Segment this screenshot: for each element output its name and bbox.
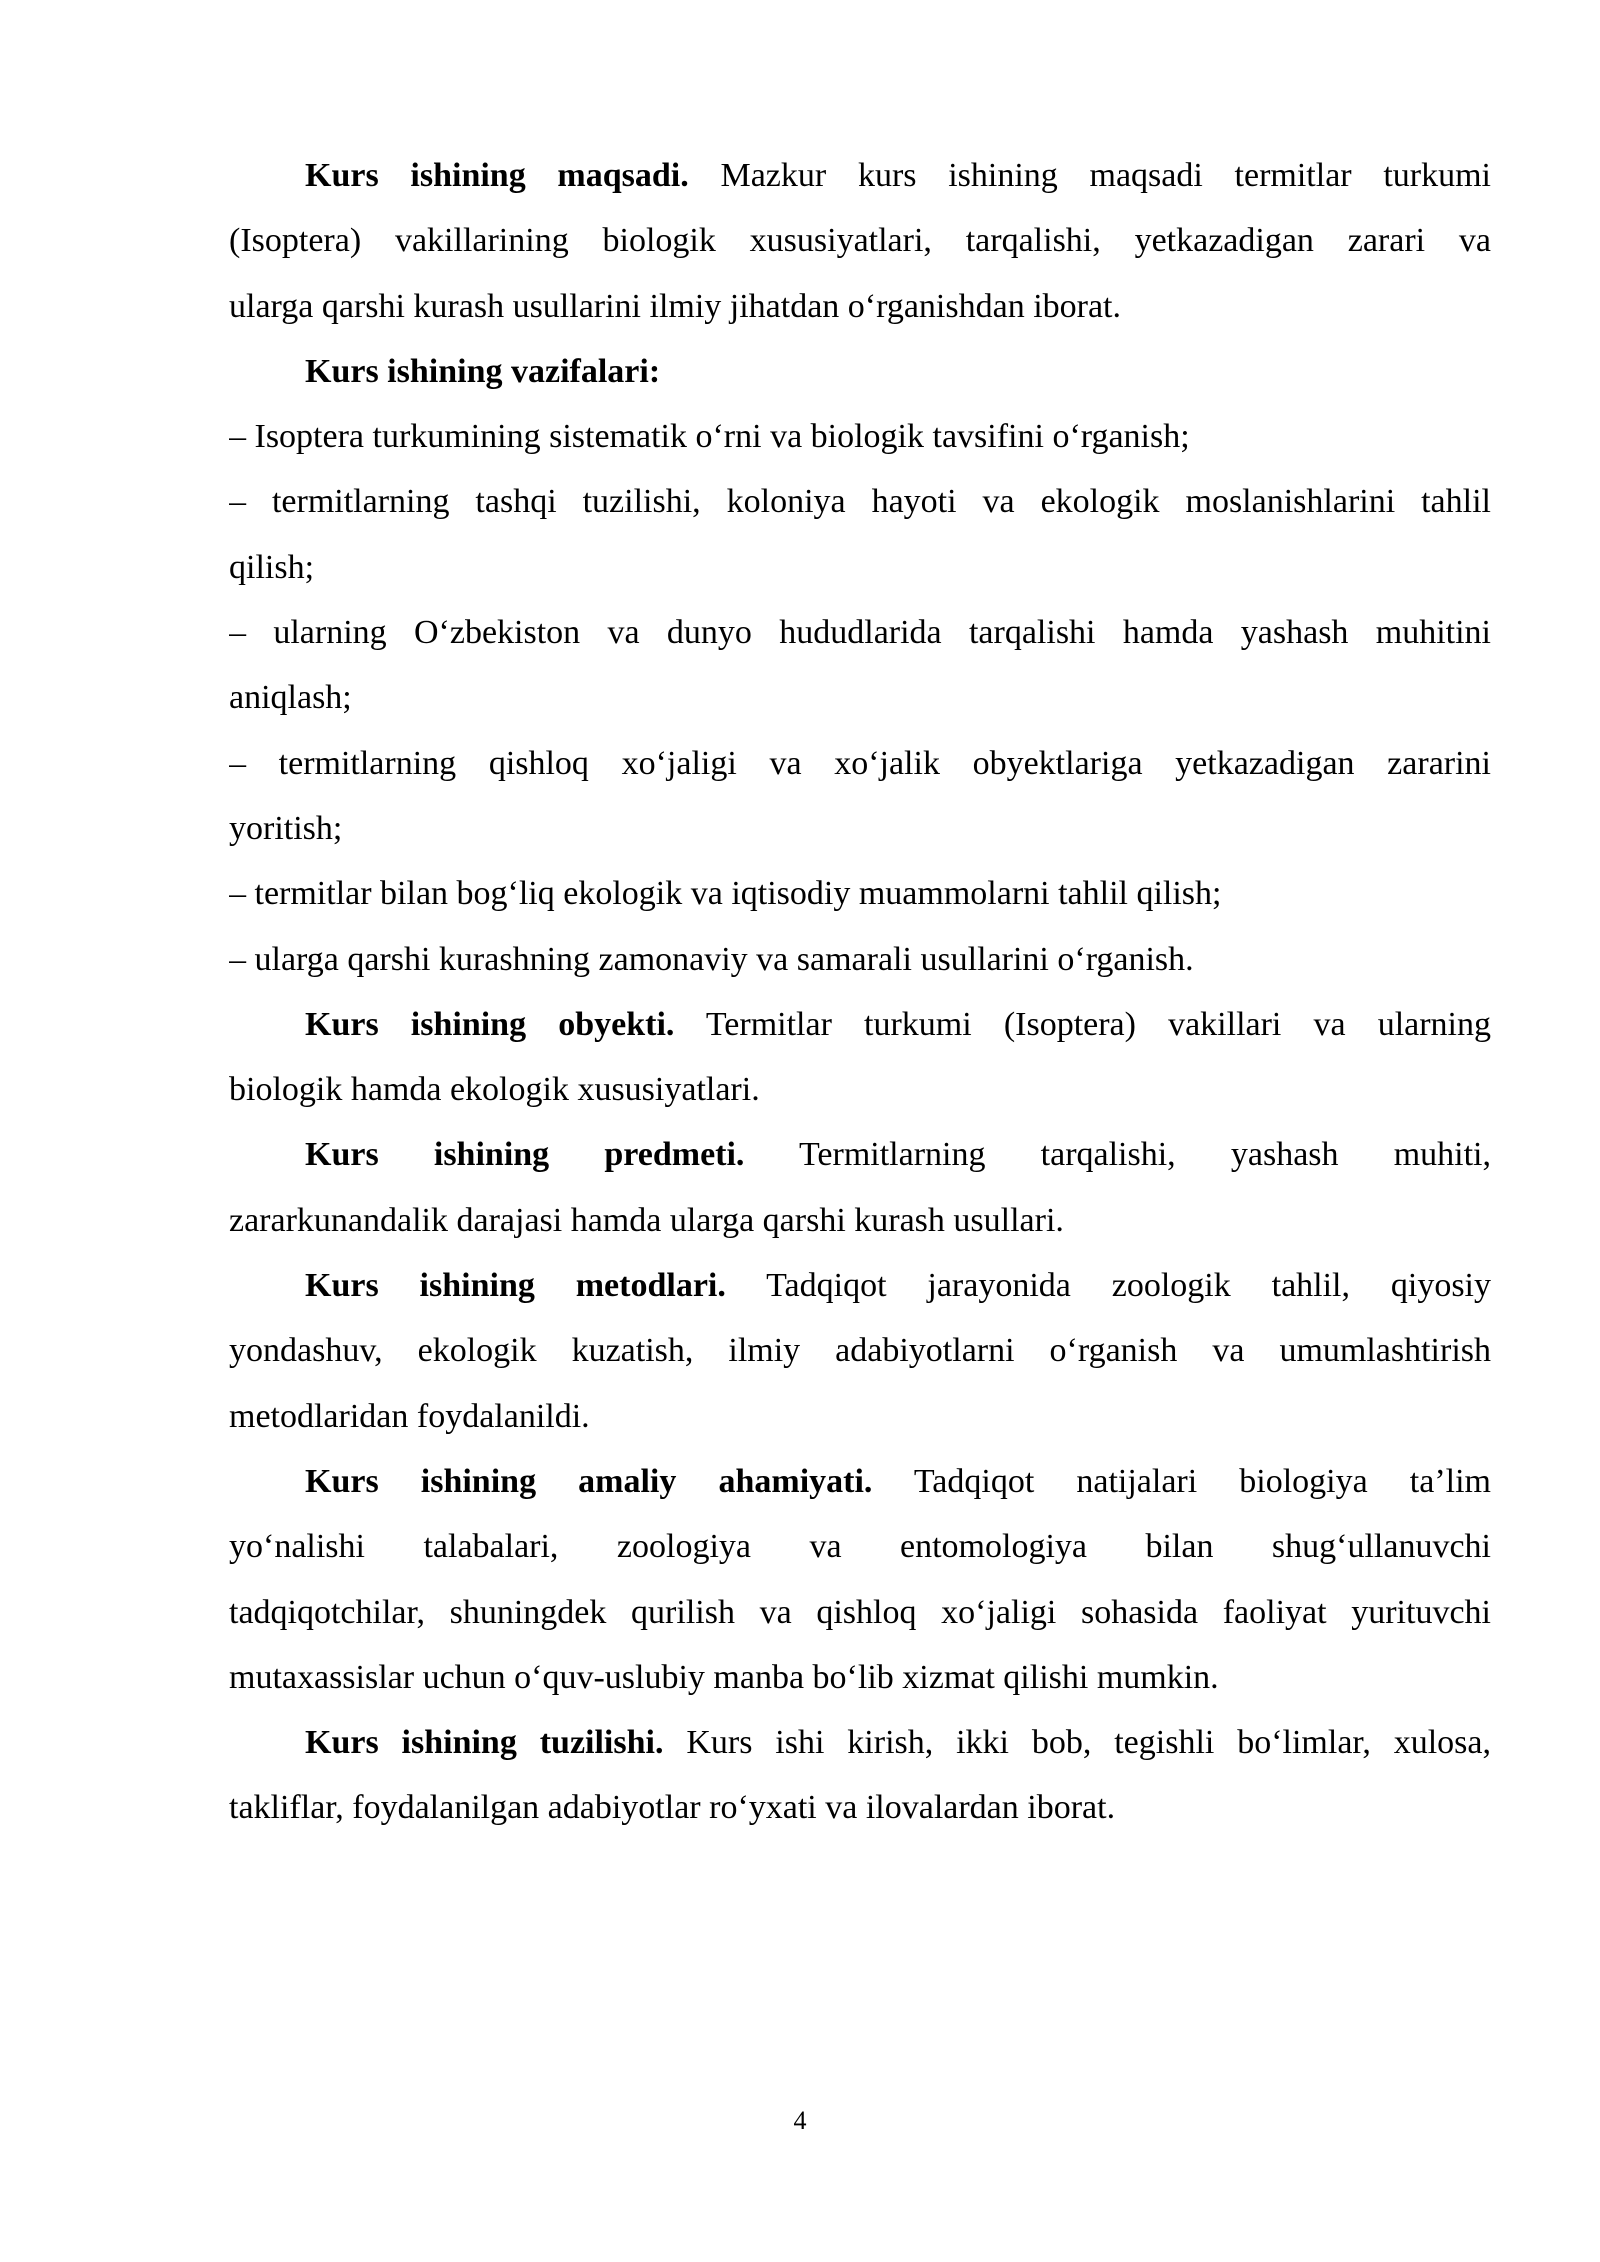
list-item-task (229, 927, 1491, 992)
line-text: – termitlar bilan bog‘liq ekologik va iqtisodiy muammolarni tahlil qilish; (229, 875, 1222, 913)
heading-object: Kurs ishining obyekti. (305, 1005, 675, 1043)
line-text: – termitlarning tashqi tuzilishi, koloniya hayoti va ekologik moslanishlarini tahlil (229, 483, 1491, 521)
text-line (229, 1057, 1491, 1122)
heading-methods: Kurs ishining metodlari. (305, 1267, 726, 1305)
text-line (229, 1122, 1491, 1187)
text-line (229, 600, 1491, 665)
line-text: yoritish; (229, 809, 343, 847)
line-text: aniqlash; (229, 679, 352, 717)
paragraph-subject (229, 1122, 1491, 1253)
text-line (229, 469, 1491, 534)
text-line (229, 1710, 1491, 1775)
paragraph-structure (229, 1710, 1491, 1841)
heading-structure: Kurs ishining tuzilishi. (305, 1724, 664, 1762)
text-line (229, 1775, 1491, 1840)
text-line (229, 796, 1491, 861)
paragraph-tasks-heading (229, 339, 1491, 404)
line-text: – Isoptera turkumining sistematik o‘rni va biologik tavsifini o‘rganish; (229, 418, 1190, 456)
line-text: mutaxassislar uchun o‘quv-uslubiy manba bo‘lib xizmat qilishi mumkin. (229, 1658, 1219, 1696)
text-line (229, 1253, 1491, 1318)
line-text: qilish; (229, 548, 315, 586)
line-text: biologik hamda ekologik xususiyatlari. (229, 1071, 760, 1109)
text-line (229, 339, 1491, 404)
heading-practical-significance: Kurs ishining amaliy ahamiyati. (305, 1462, 873, 1500)
line-text: Kurs ishi kirish, ikki bob, tegishli bo‘limlar, xulosa, (663, 1724, 1491, 1762)
list-item-task (229, 600, 1491, 731)
line-text: – termitlarning qishloq xo‘jaligi va xo‘jalik obyektlariga yetkazadigan zararini (229, 744, 1491, 782)
line-text: zararkunandalik darajasi hamda ularga qarshi kurash usullari. (229, 1201, 1064, 1239)
text-line (229, 274, 1491, 339)
text-line (229, 1514, 1491, 1579)
list-item-task (229, 731, 1491, 862)
text-line (229, 1318, 1491, 1383)
line-text: metodlaridan foydalanildi. (229, 1397, 590, 1435)
line-text: yo‘nalishi talabalari, zoologiya va entomologiya bilan shug‘ullanuvchi (229, 1528, 1491, 1566)
text-line (229, 861, 1491, 926)
text-line (229, 665, 1491, 730)
text-line (229, 1580, 1491, 1645)
text-line (229, 1645, 1491, 1710)
list-item-task (229, 861, 1491, 926)
heading-tasks: Kurs ishining vazifalari: (305, 352, 661, 390)
line-text: Tadqiqot jarayonida zoologik tahlil, qiyosiy (725, 1267, 1491, 1305)
text-line (229, 404, 1491, 469)
text-line (229, 992, 1491, 1057)
text-line (229, 927, 1491, 992)
heading-goal: Kurs ishining maqsadi. (305, 157, 689, 194)
text-line (229, 1384, 1491, 1449)
line-text: Termitlar turkumi (Isoptera) vakillari va ularning (674, 1005, 1491, 1043)
page-number: 4 (793, 2106, 807, 2135)
line-text: yondashuv, ekologik kuzatish, ilmiy adabiyotlarni o‘rganish va umumlashtirish (229, 1332, 1491, 1370)
document-page (229, 143, 1491, 1841)
line-text: takliflar, foydalanilgan adabiyotlar ro‘yxati va ilovalardan iborat. (229, 1789, 1116, 1827)
line-text: – ularga qarshi kurashning zamonaviy va samarali usullarini o‘rganish. (229, 940, 1194, 978)
line-text: Tadqiqot natijalari biologiya ta’lim (872, 1462, 1491, 1500)
text-line (229, 535, 1491, 600)
text-line (229, 143, 1491, 208)
line-text: tadqiqotchilar, shuningdek qurilish va qishloq xo‘jaligi sohasida faoliyat yurituvchi (229, 1593, 1491, 1631)
line-text: Termitlarning tarqalishi, yashash muhiti, (744, 1136, 1491, 1174)
paragraph-goal (229, 143, 1491, 339)
text-line (229, 208, 1491, 273)
text-line (229, 1188, 1491, 1253)
line-text: ularga qarshi kurash usullarini ilmiy jihatdan o‘rganishdan iborat. (229, 287, 1122, 325)
paragraph-practical-significance (229, 1449, 1491, 1710)
line-text: Mazkur kurs ishining maqsadi termitlar turkumi (688, 157, 1491, 194)
list-item-task (229, 404, 1491, 469)
line-text: (Isoptera) vakillarining biologik xususiyatlari, tarqalishi, yetkazadigan zarari va (229, 222, 1491, 260)
text-line (229, 1449, 1491, 1514)
heading-subject: Kurs ishining predmeti. (305, 1136, 745, 1174)
paragraph-methods (229, 1253, 1491, 1449)
text-line (229, 731, 1491, 796)
paragraph-object (229, 992, 1491, 1123)
line-text: – ularning O‘zbekiston va dunyo hududlarida tarqalishi hamda yashash muhitini (229, 614, 1491, 652)
list-item-task (229, 469, 1491, 600)
